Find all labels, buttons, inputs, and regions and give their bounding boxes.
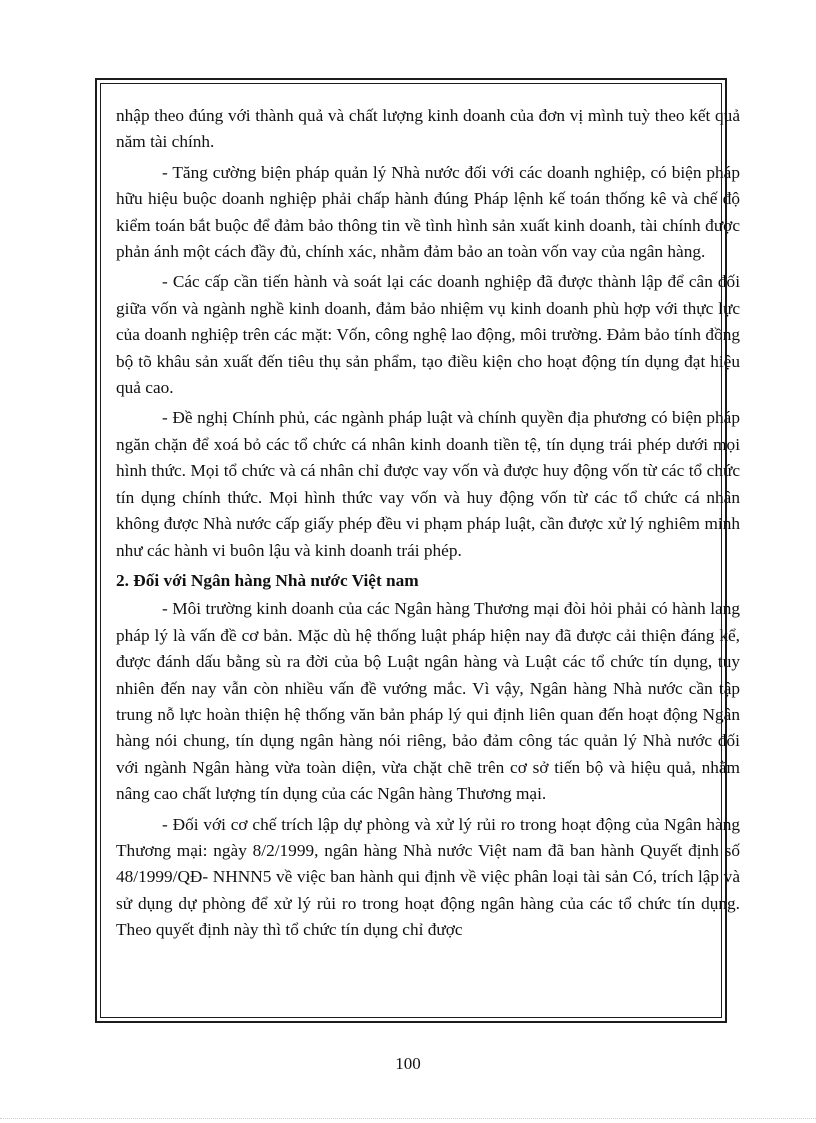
paragraph-legal-framework: - Môi trường kinh doanh của các Ngân hàng Thương mại đòi hỏi phải có hành lang pháp lý là vấn đề cơ bản. Mặc dù hệ thống luật pháp hiện nay đã được cải thiện đáng kể, được đánh dấu bằng sù ra đời của bộ Luật ngân hàng và Luật các tổ chức tín dụng, tuy nhiên đến nay vẫn còn nhiều vấn đề vướng mắc. Vì vậy, Ngân hàng Nhà nước cần tập trung nỗ lực hoàn thiện hệ thống văn bản pháp lý qui định liên quan đến hoạt động Ngân hàng nói chung, tín dụng ngân hàng nói riêng, bảo đảm công tác quản lý Nhà nước đối với ngành Ngân hàng vừa toàn diện, vừa chặt chẽ trên cơ sở tiến bộ và hiệu quả, nhằm nâng cao chất lượng tín dụng của các Ngân hàng Thương mại. [116, 599, 740, 804]
paragraph-continuation: nhập theo đúng với thành quả và chất lượng kinh doanh của đơn vị mình tuỳ theo kết quả năm tài chính. [116, 106, 740, 152]
page-number: 100 [395, 1054, 421, 1073]
page-body [116, 103, 740, 948]
paragraph-government-proposal: - Đề nghị Chính phủ, các ngành pháp luật và chính quyền địa phương có biện pháp ngăn chặn để xoá bỏ các tổ chức cá nhân kinh doanh tiền tệ, tín dụng trái phép dưới mọi hình thức. Mọi tổ chức và cá nhân chỉ được vay vốn và được huy động vốn từ các tổ chức tín dụng chính thức. Mọi hình thức vay vốn và huy động vốn từ các tổ chức cá nhân không được Nhà nước cấp giấy phép đều vi phạm pháp luật, cần được xử lý nghiêm minh như các hành vi buôn lậu và kinh doanh trái phép. [116, 408, 740, 560]
page-bottom-divider [0, 1118, 816, 1119]
section-heading: 2. Đối với Ngân hàng Nhà nước Việt nam [116, 570, 419, 590]
paragraph-state-management: - Tăng cường biện pháp quản lý Nhà nước đối với các doanh nghiệp, có biện pháp hữu hiệu buộc doanh nghiệp phải chấp hành đúng Pháp lệnh kế toán thống kê và chế độ kiểm toán bắt buộc để đảm bảo thông tin về tình hình sản xuất kinh doanh, tài chính được phản ánh một cách đầy đủ, chính xác, nhằm đảm bảo an toàn vốn vay của ngân hàng. [116, 162, 740, 262]
paragraph-enterprise-review: - Các cấp cần tiến hành và soát lại các doanh nghiệp đã được thành lập để cân đối giữa vốn và ngành nghề kinh doanh, đảm bảo nhiệm vụ kinh doanh phù hợp với thực lực của doanh nghiệp trên các mặt: Vốn, công nghệ lao động, môi trường. Đảm bảo tính đồng bộ tõ khâu sản xuất đến tiêu thụ sản phẩm, tạo điều kiện cho hoạt động tín dụng đạt hiệu quả cao. [116, 272, 740, 398]
paragraph-risk-provision: - Đối với cơ chế trích lập dự phòng và xử lý rủi ro trong hoạt động của Ngân hàng Thương mại: ngày 8/2/1999, ngân hàng Nhà nước Việt nam đã ban hành Quyết định số 48/1999/QĐ- NHNN5 về việc ban hành qui định về việc phân loại tài sản Có, trích lập và sử dụng dự phòng để xử lý rủi ro trong hoạt động ngân hàng của các tổ chức tín dụng. Theo quyết định này thì tổ chức tín dụng chỉ được [116, 814, 740, 940]
